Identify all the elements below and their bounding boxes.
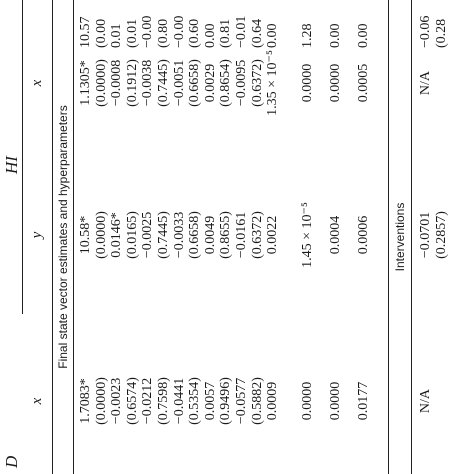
- state-cell: 0.00: [202, 23, 218, 48]
- intervention-row: [434, 0, 449, 474]
- state-cell: (0.6574): [124, 377, 140, 425]
- section-rule-top: [73, 0, 74, 474]
- hyper-cell: 0.0000: [300, 63, 315, 103]
- hyper-cell: 0.0005: [356, 63, 371, 103]
- state-cell: 1.1305*: [78, 60, 93, 106]
- state-row: [203, 0, 218, 474]
- state-cell: 10.57: [78, 16, 93, 48]
- state-cell: −0.0212: [140, 377, 156, 425]
- state-row: [265, 0, 280, 474]
- column-header-row: [30, 0, 45, 474]
- state-row: [172, 0, 187, 474]
- intervention-cell: (0.2857): [434, 211, 449, 259]
- state-cell: (0.00: [93, 18, 109, 48]
- state-cell: (0.6658): [187, 59, 203, 107]
- state-cell: −0.01: [234, 15, 249, 48]
- state-cell: −0.0095: [234, 59, 249, 107]
- state-row: [187, 0, 202, 474]
- section-interventions: Interventions: [393, 202, 407, 272]
- state-cell: −0.00: [140, 15, 156, 48]
- hyper-row: [356, 0, 371, 474]
- state-cell: −0.0038: [140, 59, 156, 107]
- group-rule: [22, 0, 23, 314]
- state-row: [94, 0, 109, 474]
- state-row: [250, 0, 265, 474]
- state-cell: −0.0051: [171, 59, 187, 107]
- state-cell: −0.0033: [171, 211, 187, 259]
- state-cell: −0.00: [171, 15, 187, 48]
- state-cell: −0.0008: [109, 59, 125, 107]
- state-cell: (0.0000): [93, 59, 109, 107]
- intervention-cell: (0.28: [434, 18, 449, 48]
- state-row: [78, 0, 93, 474]
- state-cell: −0.0441: [171, 377, 187, 425]
- intervention-cell: −0.06: [418, 15, 433, 48]
- section-rule-bottom: [411, 0, 412, 474]
- state-cell: (0.5882): [249, 377, 265, 425]
- state-cell: (0.5354): [187, 377, 203, 425]
- state-cell: −0.0025: [140, 211, 156, 259]
- hyper-cell: 0.00: [356, 23, 371, 48]
- hyper-cell: 0.0006: [356, 215, 371, 255]
- state-cell: (0.9496): [218, 377, 234, 425]
- state-row: [218, 0, 233, 474]
- state-row: [156, 0, 171, 474]
- state-cell: 1.35 × 10⁻⁵: [265, 50, 281, 116]
- state-cell: (0.6372): [249, 59, 265, 107]
- state-cell: (0.0165): [124, 211, 140, 259]
- state-cell: 0.0009: [265, 381, 281, 421]
- state-row: [109, 0, 124, 474]
- state-cell: 0.00: [265, 23, 281, 48]
- state-cell: 0.0049: [202, 215, 218, 255]
- hyper-cell: 0.0000: [328, 381, 343, 421]
- hyper-row: [328, 0, 343, 474]
- state-cell: (0.80: [156, 18, 171, 48]
- state-cell: −0.0577: [234, 377, 249, 425]
- hyper-cell: 1.28: [300, 23, 315, 48]
- group-header-right: HI: [2, 156, 21, 174]
- header-rule: [52, 0, 53, 474]
- hyper-cell: 0.0004: [328, 215, 343, 255]
- state-cell: (0.81: [218, 18, 234, 48]
- intervention-cell: N/A: [418, 388, 433, 414]
- state-cell: 0.0146*: [109, 212, 125, 258]
- state-cell: 10.58*: [78, 215, 93, 255]
- group-header-left: D: [2, 455, 21, 468]
- hyper-cell: 0.0000: [300, 381, 315, 421]
- hyper-row: [300, 0, 315, 474]
- state-row: [125, 0, 140, 474]
- section-rule-mid: [388, 0, 389, 474]
- state-cell: (0.0000): [93, 211, 109, 259]
- state-cell: (0.6658): [187, 211, 203, 259]
- intervention-cell: N/A: [418, 70, 433, 96]
- state-row: [234, 0, 249, 474]
- state-cell: −0.0023: [109, 377, 125, 425]
- state-cell: (0.8654): [218, 59, 234, 107]
- state-cell: 1.7083*: [78, 378, 93, 424]
- state-cell: 0.0022: [265, 215, 281, 255]
- state-cell: 0.0029: [202, 63, 218, 103]
- state-row: [140, 0, 155, 474]
- state-cell: 0.01: [109, 23, 125, 48]
- state-cell: (0.01: [124, 18, 140, 48]
- column-header-y: y: [29, 231, 45, 239]
- intervention-row: [418, 0, 433, 474]
- state-cell: (0.7445): [156, 211, 171, 259]
- state-cell: (0.7445): [156, 59, 171, 107]
- column-header-x1: x: [29, 397, 45, 405]
- state-cell: (0.1912): [124, 59, 140, 107]
- state-cell: (0.60: [187, 18, 203, 48]
- hyper-cell: 1.45 × 10⁻⁵: [300, 202, 315, 268]
- state-cell: 0.0057: [202, 381, 218, 421]
- state-cell: (0.6372): [249, 211, 265, 259]
- hyper-cell: 0.0177: [356, 381, 371, 421]
- state-cell: (0.0000): [93, 377, 109, 425]
- state-cell: (0.7598): [156, 377, 171, 425]
- hyper-cell: 0.00: [328, 23, 343, 48]
- state-cell: (0.8655): [218, 211, 234, 259]
- hyper-cell: 0.0000: [328, 63, 343, 103]
- state-cell: −0.0161: [234, 211, 249, 259]
- state-cell: (0.64: [249, 18, 265, 48]
- section-final-state: Final state vector estimates and hyperparameters: [56, 105, 70, 369]
- column-header-x2: x: [29, 79, 45, 87]
- intervention-cell: −0.0701: [418, 211, 433, 259]
